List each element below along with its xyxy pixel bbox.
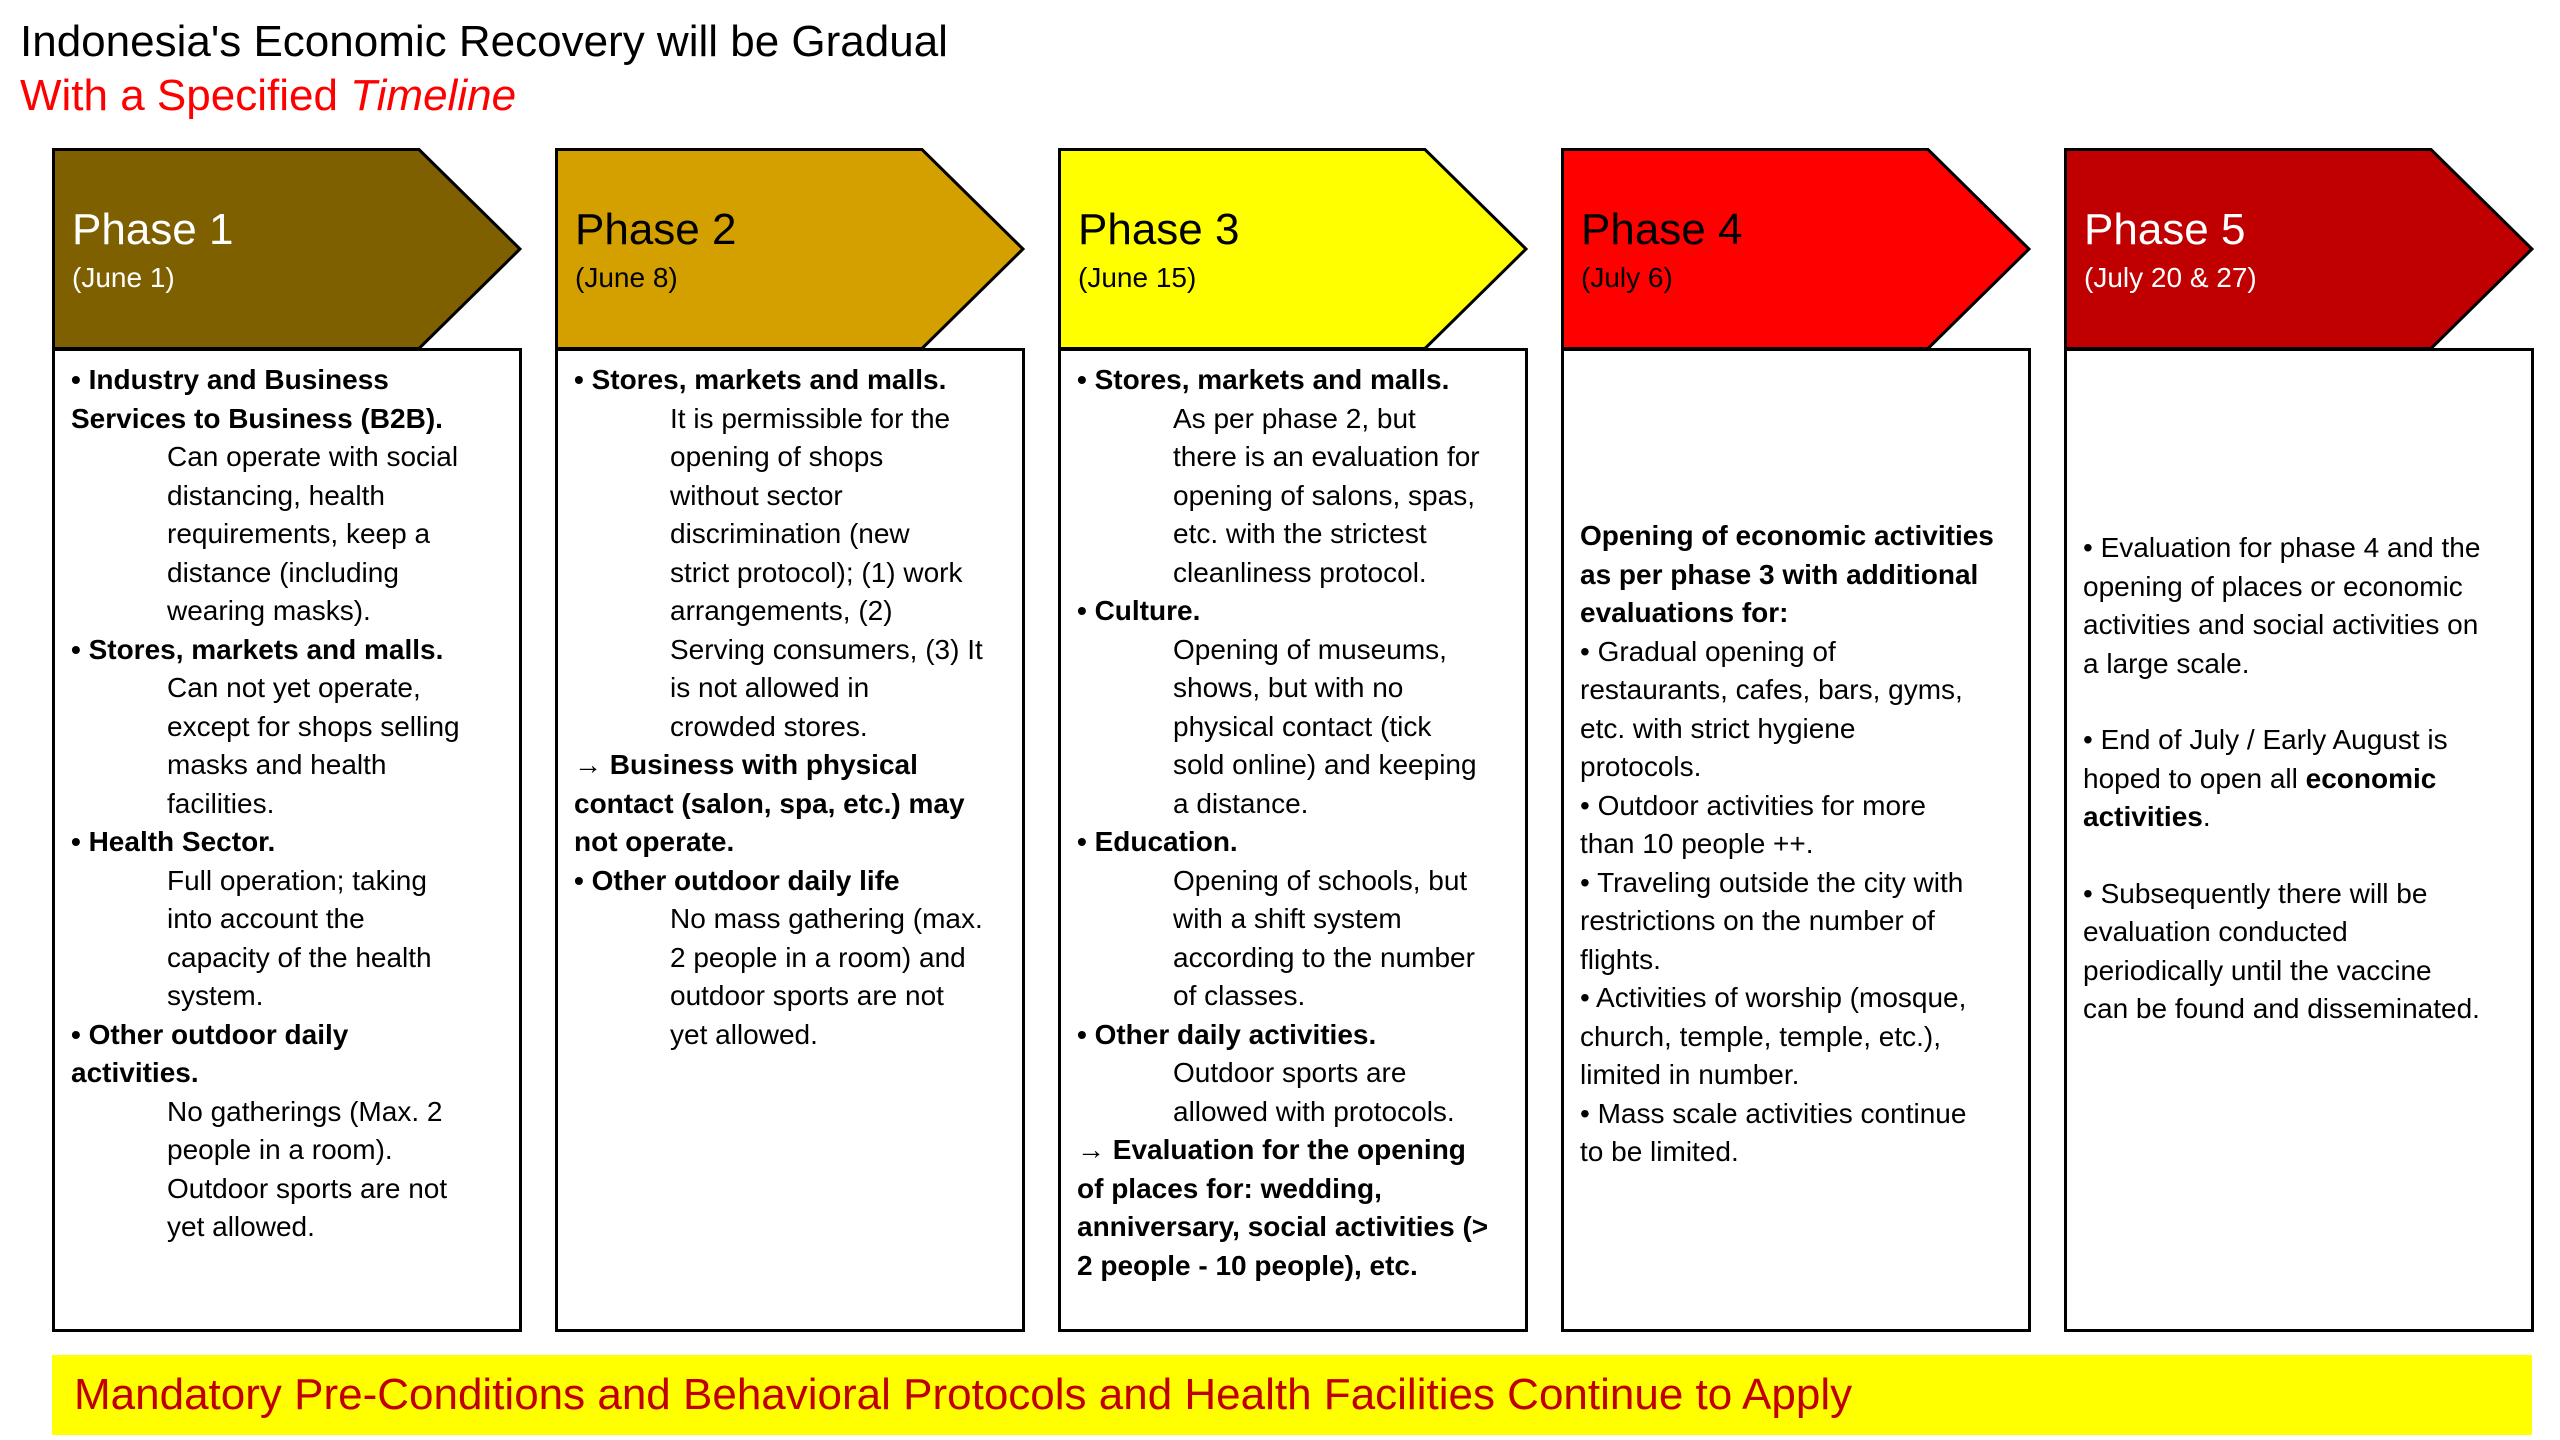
p2-line: strict protocol); (1) work (670, 556, 963, 588)
p4-line: Opening of economic activities (1580, 520, 1994, 551)
p1-line: people in a room). (167, 1134, 393, 1165)
p1-line: • Other outdoor daily (71, 1018, 349, 1050)
p1-line: except for shops selling (167, 710, 460, 742)
p2-line: No mass gathering (max. (670, 903, 983, 934)
phase-3 (1058, 148, 1528, 1281)
p3-line: a distance. (1173, 787, 1309, 819)
p4-line: • Mass scale activities continue (1580, 1097, 1967, 1129)
p1-line: distance (including (167, 556, 399, 588)
p2-line: arrangements, (2) (670, 595, 893, 626)
p3-line: sold online) and keeping (1173, 749, 1477, 780)
p5-line: • End of July / Early August is (2083, 724, 2448, 755)
p2-line: It is permissible for the (670, 402, 951, 434)
phase-4-name: Phase 4 (1581, 205, 1743, 254)
p3-line: shows, but with no (1173, 672, 1404, 703)
p1-line: activities. (71, 1057, 199, 1088)
phase-5-arrow (2064, 148, 2534, 350)
diagram-title: Indonesia's Economic Recovery will be Gradual (20, 17, 948, 66)
p1-line: system. (167, 980, 264, 1011)
phase-3-name: Phase 3 (1078, 205, 1240, 254)
p3-line: → Evaluation for the opening (1077, 1134, 1466, 1165)
p3-line: Opening of museums, (1173, 633, 1447, 665)
p2-line: without sector (670, 479, 843, 511)
phase-5-name: Phase 5 (2084, 205, 2246, 254)
footer-text: Mandatory Pre-Conditions and Behavioral Protocols and Health Facilities Continue to Apply (74, 1370, 1853, 1419)
p3-line: opening of salons, spas, (1173, 479, 1475, 511)
phase-5-date: (July 20 & 27) (2084, 262, 2257, 293)
p4-line: flights. (1580, 943, 1661, 975)
p5-line: • Evaluation for phase 4 and the (2083, 532, 2481, 563)
phase-2 (555, 148, 1025, 1050)
p4-line: restrictions on the number of (1580, 905, 1935, 936)
phase-5-body (2064, 348, 2534, 1332)
phase-5 (2064, 148, 2534, 1024)
p1-line: Full operation; taking (167, 864, 427, 896)
p1-line: distancing, health (167, 479, 385, 511)
p2-line: contact (salon, spa, etc.) may (574, 787, 965, 819)
p4-line: as per phase 3 with additional (1580, 558, 1979, 590)
p2-line: outdoor sports are not (670, 980, 944, 1011)
p4-line: • Traveling outside the city with (1580, 866, 1964, 898)
p4-line: • Gradual opening of (1580, 635, 1836, 667)
p2-line: not operate. (574, 826, 735, 857)
subtitle-emphasis: Timeline (350, 71, 517, 120)
phase-1-body (52, 348, 522, 1332)
p4-line: etc. with strict hygiene (1580, 712, 1856, 744)
p1-line: • Stores, markets and malls. (71, 633, 444, 665)
p3-line: of places for: wedding, (1077, 1172, 1382, 1204)
p3-line: of classes. (1173, 980, 1306, 1011)
phase-1-arrow (52, 148, 522, 350)
p2-line: discrimination (new (670, 518, 910, 549)
subtitle-prefix: With a Specified (20, 71, 351, 120)
p1-line: requirements, keep a (167, 518, 431, 549)
p3-line: according to the number (1173, 941, 1475, 973)
p5-line: evaluation conducted (2083, 916, 2348, 947)
phase-2-name: Phase 2 (575, 205, 737, 254)
p3-line: there is an evaluation for (1173, 441, 1480, 472)
p5-line-part: activities (2083, 801, 2203, 832)
p3-line: • Other daily activities. (1077, 1018, 1377, 1050)
phase-2-arrow (555, 148, 1025, 350)
p4-line: to be limited. (1580, 1136, 1739, 1167)
p5-line: can be found and disseminated. (2083, 993, 2480, 1024)
p2-line: → Business with physical (574, 749, 918, 780)
phase-4-date: (July 6) (1581, 262, 1673, 293)
p5-line: a large scale. (2083, 647, 2250, 679)
p3-line: • Culture. (1077, 595, 1201, 626)
phase-1 (52, 148, 522, 1242)
phase-1-date: (June 1) (72, 262, 175, 293)
p2-line: Serving consumers, (3) It (670, 633, 983, 665)
phase-1-name: Phase 1 (72, 205, 234, 254)
p1-line: Outdoor sports are not (167, 1172, 448, 1204)
p2-line: is not allowed in (670, 672, 870, 703)
phase-3-date: (June 15) (1078, 262, 1197, 293)
phase-3-arrow (1058, 148, 1528, 350)
p1-line: capacity of the health (167, 941, 432, 973)
p2-line: crowded stores. (670, 710, 868, 742)
p2-line: opening of shops (670, 441, 884, 472)
p4-line: than 10 people ++. (1580, 828, 1814, 859)
p5-line: opening of places or economic (2083, 570, 2463, 602)
p1-line: • Health Sector. (71, 826, 276, 857)
p3-line: cleanliness protocol. (1173, 556, 1427, 588)
p1-line: • Industry and Business (71, 364, 389, 395)
p3-line: Outdoor sports are (1173, 1057, 1407, 1088)
p3-line: anniversary, social activities (> (1077, 1211, 1489, 1242)
phase-4-arrow (1561, 148, 2031, 350)
p1-line: masks and health (167, 749, 387, 780)
p1-line: facilities. (167, 787, 275, 819)
p5-line (2083, 798, 2519, 837)
p2-line: • Other outdoor daily life (574, 864, 900, 896)
p5-line: • Subsequently there will be (2083, 877, 2428, 909)
p5-line (2083, 760, 2519, 799)
phase-2-body (555, 348, 1025, 1332)
p4-line: • Outdoor activities for more (1580, 789, 1926, 821)
p1-line: Can operate with social (167, 441, 459, 472)
p2-line: yet allowed. (670, 1018, 818, 1050)
p3-line: etc. with the strictest (1173, 518, 1427, 549)
p2-line: 2 people in a room) and (670, 941, 966, 973)
p1-line: yet allowed. (167, 1211, 315, 1242)
p3-line: allowed with protocols. (1173, 1095, 1455, 1127)
p4-line: limited in number. (1580, 1059, 1800, 1090)
p1-line: wearing masks). (167, 595, 371, 626)
p4-line: protocols. (1580, 751, 1702, 782)
phase-4-body (1561, 348, 2031, 1332)
p3-line: physical contact (tick (1173, 710, 1432, 742)
footer-banner (52, 1355, 2532, 1435)
p3-line: • Education. (1077, 826, 1238, 857)
p3-line: • Stores, markets and malls. (1077, 364, 1450, 395)
phase-4 (1561, 148, 2031, 1167)
p3-line: 2 people - 10 people), etc. (1077, 1249, 1418, 1281)
p3-line: As per phase 2, but (1173, 402, 1416, 434)
p4-line: • Activities of worship (mosque, (1580, 982, 1967, 1013)
p1-line: No gatherings (Max. 2 (167, 1095, 443, 1127)
phase-3-body (1058, 348, 1528, 1332)
p5-line: periodically until the vaccine (2083, 954, 2432, 986)
p4-line: restaurants, cafes, bars, gyms, (1580, 674, 1963, 705)
p5-line-part: hoped to open all (2083, 762, 2306, 794)
p4-line: church, temple, temple, etc.), (1580, 1020, 1942, 1052)
p3-line: Opening of schools, but (1173, 864, 1468, 896)
p1-line: Can not yet operate, (167, 672, 421, 703)
phase-2-date: (June 8) (575, 262, 678, 293)
p3-line: with a shift system (1173, 903, 1402, 934)
p5-line-part: . (2202, 801, 2211, 832)
p1-line: into account the (167, 903, 365, 934)
p1-line: Services to Business (B2B). (71, 402, 443, 434)
p5-line: activities and social activities on (2083, 609, 2479, 640)
diagram-subtitle (20, 68, 516, 124)
p5-line-part: economic (2305, 762, 2437, 794)
p2-line: • Stores, markets and malls. (574, 364, 947, 395)
p4-line: evaluations for: (1580, 597, 1789, 628)
